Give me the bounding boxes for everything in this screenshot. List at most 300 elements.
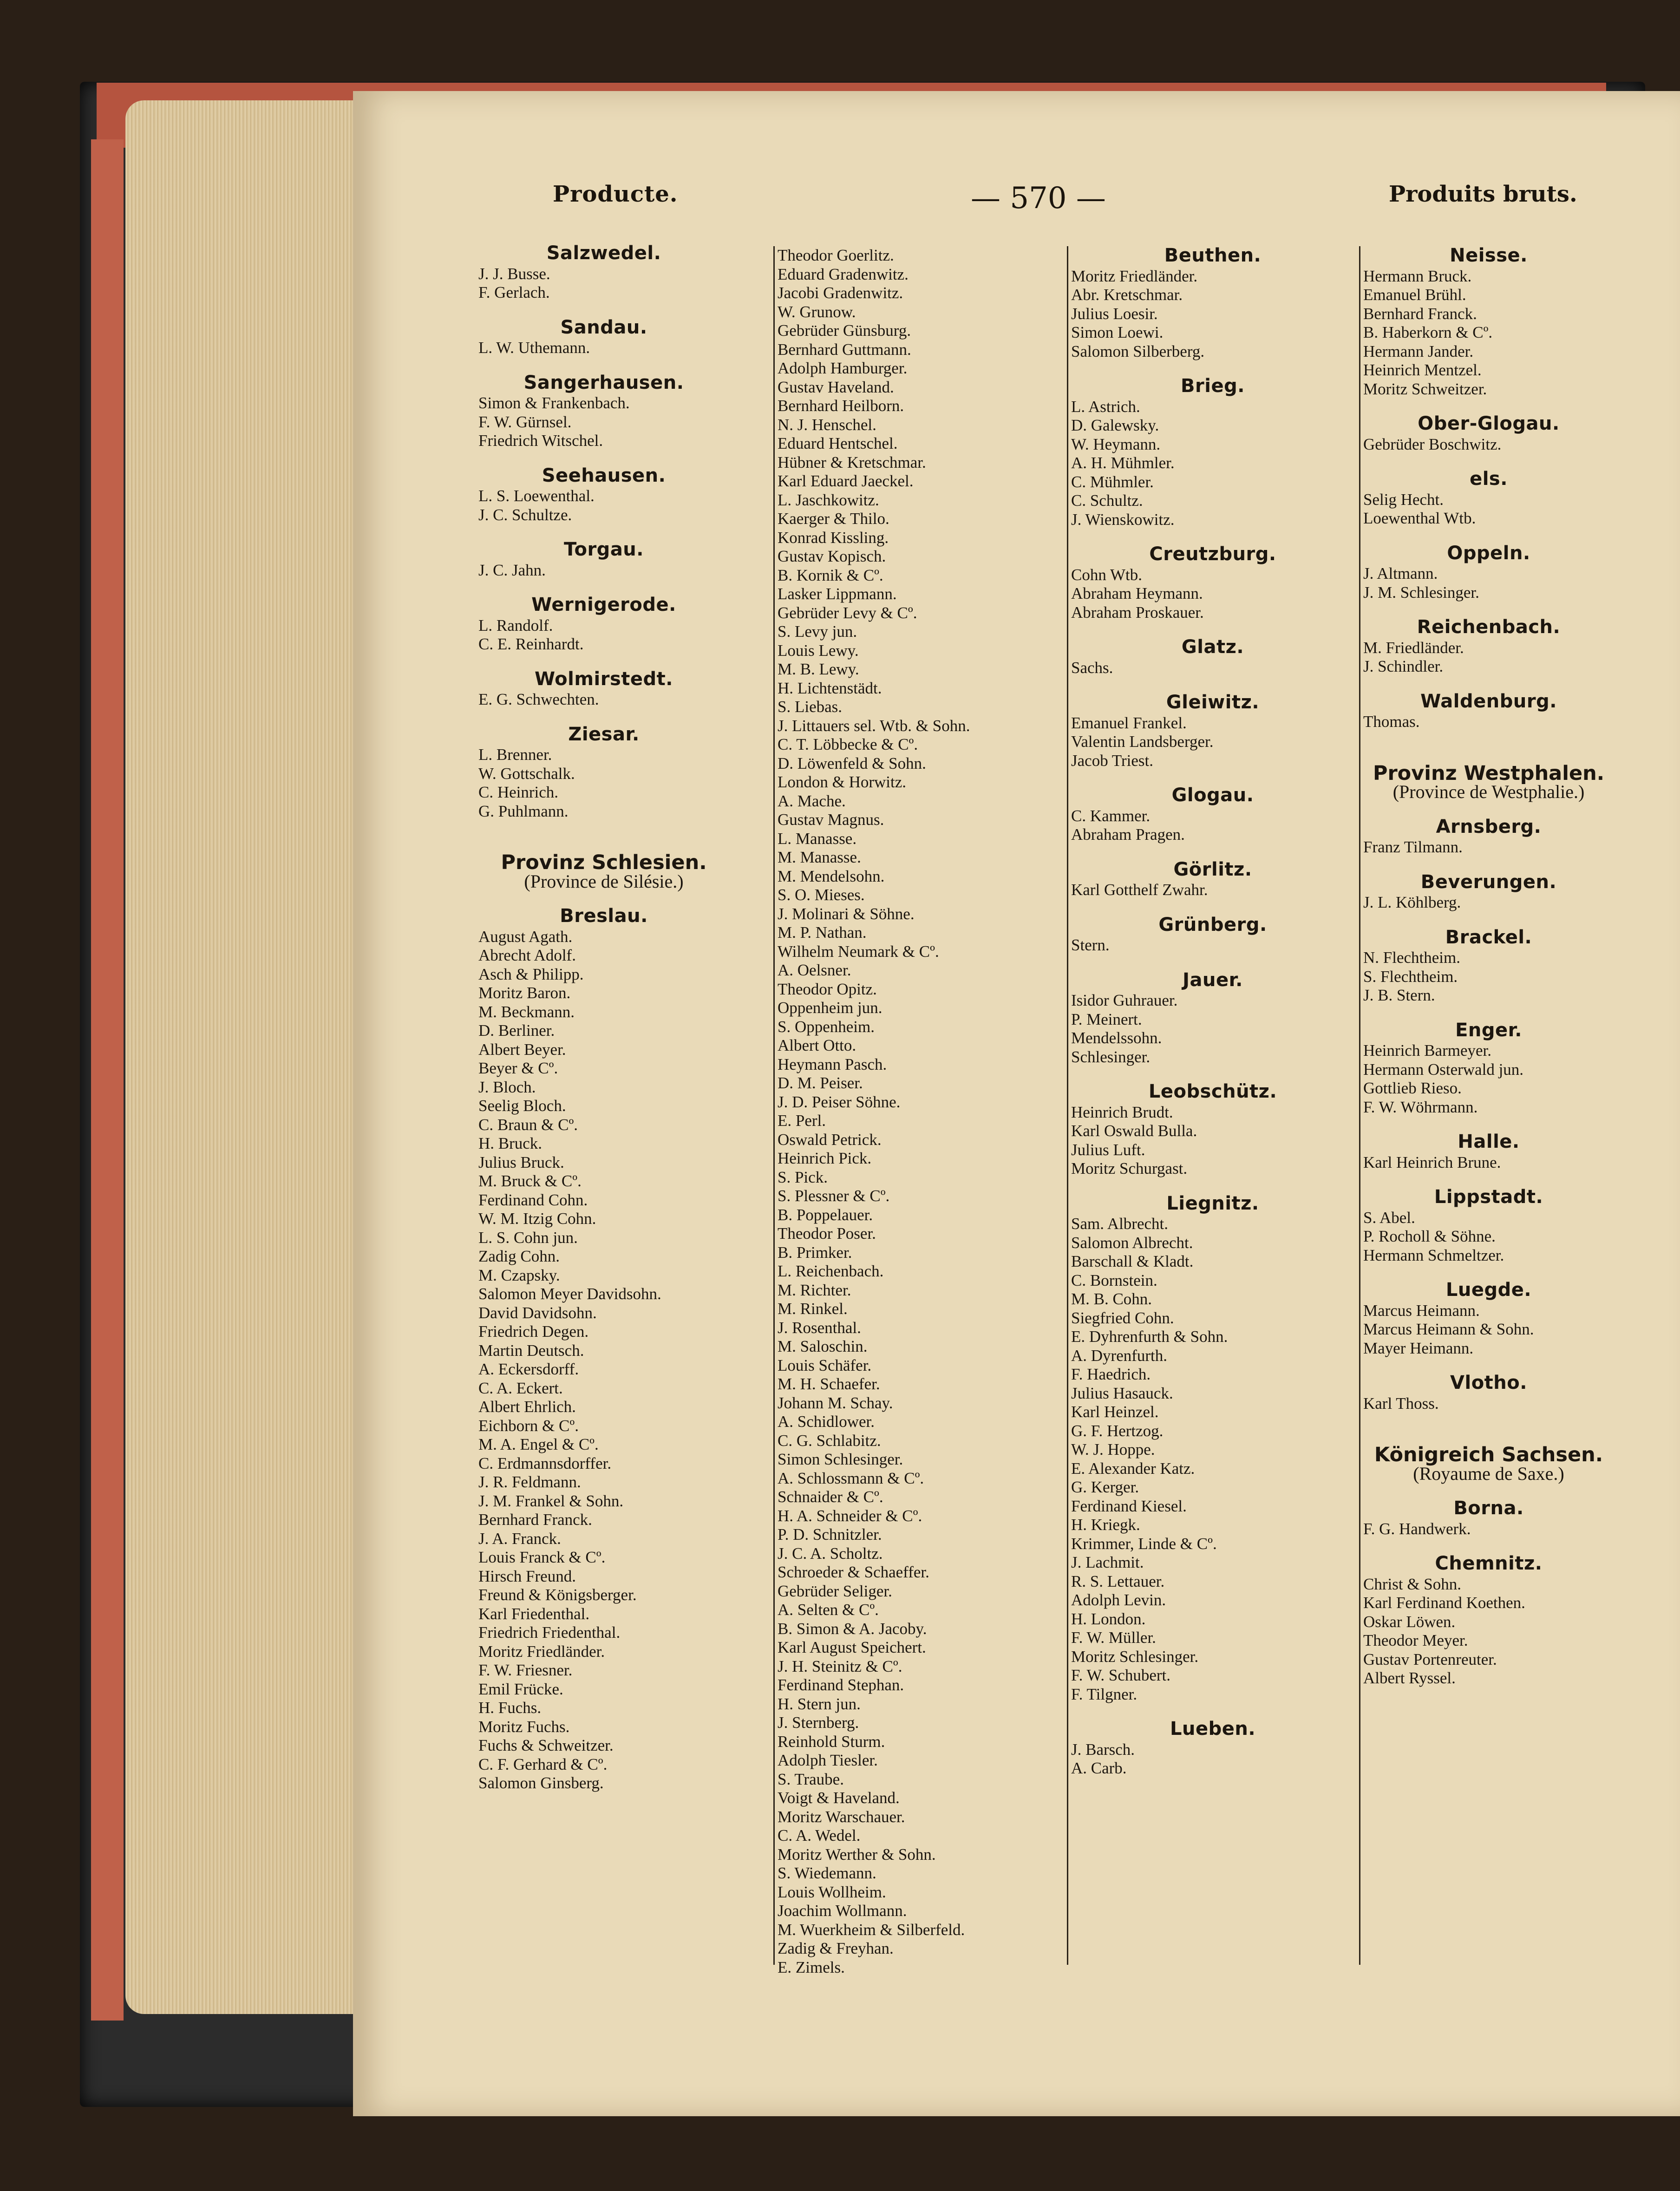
merchant-entry: J. A. Franck. <box>478 1529 561 1548</box>
merchant-entry: Oskar Löwen. <box>1363 1612 1456 1631</box>
merchant-entry: Salomon Ginsberg. <box>478 1774 604 1792</box>
merchant-entry: Heinrich Pick. <box>778 1149 872 1167</box>
city-heading: Grünberg. <box>1158 914 1267 935</box>
city-heading: Beuthen. <box>1164 245 1262 266</box>
merchant-entry: A. Dyrenfurth. <box>1071 1346 1168 1365</box>
city-heading: Borna. <box>1453 1498 1524 1519</box>
city-heading: Wernigerode. <box>531 594 676 615</box>
merchant-entry: F. W. Wöhrmann. <box>1363 1098 1478 1116</box>
merchant-entry: Theodor Poser. <box>778 1224 876 1243</box>
city-heading: Wolmirstedt. <box>534 668 673 690</box>
merchant-entry: Martin Deutsch. <box>478 1341 584 1360</box>
merchant-entry: Siegfried Cohn. <box>1071 1308 1174 1327</box>
merchant-entry: Gebrüder Seliger. <box>778 1582 892 1600</box>
merchant-entry: Hermann Osterwald jun. <box>1363 1060 1524 1079</box>
merchant-entry: J. R. Feldmann. <box>478 1473 581 1491</box>
merchant-entry: C. Bornstein. <box>1071 1271 1157 1289</box>
merchant-entry: Eduard Gradenwitz. <box>778 265 909 283</box>
merchant-entry: L. W. Uthemann. <box>478 339 590 357</box>
merchant-entry: J. L. Köhlberg. <box>1363 893 1461 911</box>
merchant-entry: Adolph Levin. <box>1071 1591 1166 1609</box>
merchant-entry: August Agath. <box>478 927 573 946</box>
merchant-entry: L. S. Loewenthal. <box>478 487 595 505</box>
merchant-entry: Salomon Albrecht. <box>1071 1233 1193 1252</box>
merchant-entry: Theodor Meyer. <box>1363 1631 1468 1649</box>
merchant-entry: M. P. Nathan. <box>778 923 867 942</box>
merchant-entry: Louis Schäfer. <box>778 1356 872 1374</box>
merchant-entry: M. Mendelsohn. <box>778 867 885 885</box>
running-header-left: Producte. <box>553 181 678 207</box>
merchant-entry: M. Wuerkheim & Silberfeld. <box>778 1920 965 1939</box>
merchant-entry: Joachim Wollmann. <box>778 1902 907 1920</box>
merchant-entry: D. Berliner. <box>478 1021 555 1040</box>
merchant-entry: Julius Luft. <box>1071 1140 1145 1159</box>
merchant-entry: Abrecht Adolf. <box>478 946 576 964</box>
merchant-entry: Jacobi Gradenwitz. <box>778 284 903 302</box>
merchant-entry: Gustav Portenreuter. <box>1363 1650 1497 1668</box>
merchant-entry: Heinrich Mentzel. <box>1363 361 1482 379</box>
merchant-entry: L. Astrich. <box>1071 397 1140 416</box>
merchant-entry: Moritz Schweitzer. <box>1363 379 1487 398</box>
merchant-entry: Julius Loesir. <box>1071 304 1158 323</box>
province-heading-french: (Province de Westphalie.) <box>1392 781 1585 802</box>
city-heading: Reichenbach. <box>1417 616 1561 638</box>
merchant-entry: S. Liebas. <box>778 698 843 716</box>
city-heading: Ober-Glogau. <box>1418 413 1560 434</box>
merchant-entry: Karl Ferdinand Koethen. <box>1363 1594 1525 1612</box>
merchant-entry: Bernhard Heilborn. <box>778 397 904 415</box>
city-heading: Gleiwitz. <box>1166 692 1260 713</box>
merchant-entry: C. Heinrich. <box>478 783 559 801</box>
merchant-entry: Gustav Magnus. <box>778 811 884 829</box>
merchant-entry: C. E. Reinhardt. <box>478 635 584 653</box>
merchant-entry: Thomas. <box>1363 713 1420 731</box>
merchant-entry: Albert Ryssel. <box>1363 1669 1456 1687</box>
merchant-entry: J. C. Schultze. <box>478 505 572 524</box>
merchant-entry: Hermann Schmeltzer. <box>1363 1246 1504 1264</box>
merchant-entry: H. Bruck. <box>478 1134 543 1152</box>
merchant-entry: Mayer Heimann. <box>1363 1339 1474 1357</box>
merchant-entry: Zadig & Freyhan. <box>778 1939 894 1957</box>
merchant-entry: Moritz Friedländer. <box>478 1642 605 1661</box>
merchant-entry: Schlesinger. <box>1071 1047 1151 1066</box>
merchant-entry: Selig Hecht. <box>1363 490 1444 509</box>
merchant-entry: L. Manasse. <box>778 829 857 848</box>
merchant-entry: E. G. Schwechten. <box>478 690 599 708</box>
city-heading: Enger. <box>1455 1019 1522 1041</box>
city-heading: Neisse. <box>1450 245 1528 266</box>
merchant-entry: P. Meinert. <box>1071 1010 1142 1028</box>
merchant-entry: S. Traube. <box>778 1770 844 1788</box>
merchant-entry: H. London. <box>1071 1609 1146 1628</box>
merchant-entry: J. Barsch. <box>1071 1740 1135 1759</box>
merchant-entry: Abraham Pragen. <box>1071 825 1185 844</box>
merchant-entry: A. Mache. <box>778 791 846 810</box>
merchant-entry: Friedrich Friedenthal. <box>478 1623 621 1642</box>
merchant-entry: C. A. Wedel. <box>778 1826 861 1844</box>
merchant-entry: Kaerger & Thilo. <box>778 510 889 528</box>
merchant-entry: M. Friedländer. <box>1363 638 1464 657</box>
merchant-entry: S. O. Mieses. <box>778 886 865 904</box>
merchant-entry: A. H. Mühmler. <box>1071 454 1175 472</box>
merchant-entry: D. Galewsky. <box>1071 416 1159 434</box>
merchant-entry: Krimmer, Linde & Cº. <box>1071 1534 1217 1553</box>
merchant-entry: Louis Lewy. <box>778 641 859 660</box>
merchant-entry: Eduard Hentschel. <box>778 434 898 452</box>
merchant-entry: Oswald Petrick. <box>778 1130 882 1149</box>
merchant-entry: Oppenheim jun. <box>778 999 882 1017</box>
merchant-entry: Loewenthal Wtb. <box>1363 509 1476 527</box>
merchant-entry: S. Flechtheim. <box>1363 967 1458 986</box>
merchant-entry: Bernhard Franck. <box>1363 304 1477 323</box>
merchant-entry: Albert Ehrlich. <box>478 1398 576 1416</box>
merchant-entry: J. Lachmit. <box>1071 1553 1144 1571</box>
merchant-entry: C. Erdmannsdorffer. <box>478 1454 612 1472</box>
merchant-entry: Konrad Kissling. <box>778 528 889 547</box>
merchant-entry: Beyer & Cº. <box>478 1059 558 1077</box>
merchant-entry: Moritz Fuchs. <box>478 1717 570 1736</box>
merchant-entry: J. H. Steinitz & Cº. <box>778 1657 902 1675</box>
city-heading: Chemnitz. <box>1435 1553 1543 1574</box>
merchant-entry: Zadig Cohn. <box>478 1247 560 1265</box>
merchant-entry: J. C. Jahn. <box>478 561 546 579</box>
merchant-entry: E. Perl. <box>778 1112 826 1130</box>
running-header-right: Produits bruts. <box>1389 181 1577 207</box>
city-heading: Brieg. <box>1181 375 1245 397</box>
merchant-entry: J. B. Stern. <box>1363 986 1435 1004</box>
merchant-entry: Franz Tilmann. <box>1363 838 1463 856</box>
merchant-entry: Emil Frücke. <box>478 1680 563 1698</box>
merchant-entry: L. Reichenbach. <box>778 1262 884 1280</box>
merchant-entry: F. W. Müller. <box>1071 1629 1156 1647</box>
merchant-entry: M. A. Engel & Cº. <box>478 1435 599 1453</box>
merchant-entry: Valentin Landsberger. <box>1071 733 1214 751</box>
city-heading: Oppeln. <box>1447 542 1530 564</box>
merchant-entry: Gebrüder Günsburg. <box>778 321 911 340</box>
merchant-entry: Stern. <box>1071 936 1110 954</box>
city-heading: Görlitz. <box>1173 858 1252 880</box>
city-heading: Jauer. <box>1183 969 1243 991</box>
merchant-entry: Freund & Königsberger. <box>478 1586 637 1604</box>
city-heading: Beverungen. <box>1420 871 1557 893</box>
column-3 <box>1067 246 1354 1965</box>
merchant-entry: B. Kornik & Cº. <box>778 566 883 584</box>
city-heading: Waldenburg. <box>1420 690 1557 712</box>
merchant-entry: Gustav Haveland. <box>778 378 894 396</box>
province-heading: Königreich Sachsen. <box>1374 1443 1603 1466</box>
province-heading-french: (Province de Silésie.) <box>524 870 684 892</box>
merchant-entry: F. Haedrich. <box>1071 1365 1151 1383</box>
merchant-entry: G. F. Hertzog. <box>1071 1421 1164 1440</box>
page-stack-edge <box>125 100 362 2014</box>
city-heading: els. <box>1470 468 1508 490</box>
merchant-entry: M. H. Schaefer. <box>778 1375 880 1393</box>
merchant-entry: M. Richter. <box>778 1281 851 1299</box>
merchant-entry: Lasker Lippmann. <box>778 585 897 603</box>
merchant-entry: Gebrüder Levy & Cº. <box>778 603 917 622</box>
merchant-entry: A. Carb. <box>1071 1759 1127 1777</box>
city-heading: Leobschütz. <box>1148 1081 1277 1102</box>
merchant-entry: C. F. Gerhard & Cº. <box>478 1755 608 1773</box>
merchant-entry: M. Manasse. <box>778 848 861 866</box>
page-number: — 570 — <box>971 181 1106 216</box>
city-heading: Torgau. <box>564 539 644 560</box>
merchant-entry: S. Abel. <box>1363 1208 1415 1227</box>
column-1 <box>478 244 729 1793</box>
merchant-entry: W. J. Hoppe. <box>1071 1440 1155 1458</box>
merchant-entry: Christ & Sohn. <box>1363 1575 1462 1593</box>
merchant-entry: C. A. Eckert. <box>478 1379 563 1397</box>
merchant-entry: A. Schlossmann & Cº. <box>778 1469 924 1487</box>
merchant-entry: Reinhold Sturm. <box>778 1732 885 1751</box>
merchant-entry: F. Tilgner. <box>1071 1685 1137 1703</box>
merchant-entry: Isidor Guhrauer. <box>1071 991 1178 1009</box>
merchant-entry: Asch & Philipp. <box>478 965 584 983</box>
merchant-entry: W. Heymann. <box>1071 435 1161 453</box>
merchant-entry: Jacob Triest. <box>1071 751 1153 770</box>
merchant-entry: H. Kriegk. <box>1071 1516 1140 1534</box>
merchant-entry: C. Mühmler. <box>1071 472 1154 491</box>
merchant-entry: Schnaider & Cº. <box>778 1488 883 1506</box>
merchant-entry: Hirsch Freund. <box>478 1567 576 1585</box>
merchant-entry: F. G. Handwerk. <box>1363 1519 1471 1538</box>
merchant-entry: Theodor Goerlitz. <box>778 246 894 264</box>
merchant-entry: Theodor Opitz. <box>778 980 877 998</box>
merchant-entry: Wilhelm Neumark & Cº. <box>778 942 939 961</box>
merchant-entry: M. B. Lewy. <box>778 660 859 678</box>
merchant-entry: F. W. Gürnsel. <box>478 412 572 431</box>
merchant-entry: Seelig Bloch. <box>478 1097 566 1115</box>
merchant-entry: Simon & Frankenbach. <box>478 394 630 412</box>
merchant-entry: London & Horwitz. <box>778 773 907 791</box>
city-heading: Halle. <box>1458 1131 1520 1152</box>
city-heading: Brackel. <box>1445 926 1532 948</box>
merchant-entry: J. D. Peiser Söhne. <box>778 1092 901 1111</box>
merchant-entry: Bernhard Franck. <box>478 1511 592 1529</box>
merchant-entry: Karl August Speichert. <box>778 1638 926 1656</box>
merchant-entry: J. M. Frankel & Sohn. <box>478 1491 624 1510</box>
merchant-entry: M. Beckmann. <box>478 1002 575 1021</box>
merchant-entry: L. Jaschkowitz. <box>778 491 879 509</box>
merchant-entry: Ferdinand Stephan. <box>778 1676 904 1694</box>
merchant-entry: Karl Heinzel. <box>1071 1403 1159 1421</box>
merchant-entry: J. Rosenthal. <box>778 1318 861 1337</box>
merchant-entry: Gottlieb Rieso. <box>1363 1079 1462 1097</box>
merchant-entry: David Davidsohn. <box>478 1303 597 1322</box>
column-4 <box>1359 246 1614 1965</box>
merchant-entry: L. S. Cohn jun. <box>478 1228 578 1247</box>
merchant-entry: B. Poppelauer. <box>778 1205 873 1224</box>
merchant-entry: J. M. Schlesinger. <box>1363 583 1479 602</box>
merchant-entry: E. Alexander Katz. <box>1071 1459 1195 1478</box>
merchant-entry: W. Grunow. <box>778 302 856 321</box>
merchant-entry: M. Saloschin. <box>778 1337 868 1355</box>
merchant-entry: J. J. Busse. <box>478 264 550 283</box>
merchant-entry: Moritz Werther & Sohn. <box>778 1845 936 1864</box>
merchant-entry: M. Czapsky. <box>478 1266 560 1284</box>
merchant-entry: J. C. A. Scholtz. <box>778 1544 883 1563</box>
merchant-entry: Ferdinand Kiesel. <box>1071 1497 1187 1515</box>
merchant-entry: C. Schultz. <box>1071 491 1143 510</box>
city-heading: Ziesar. <box>568 723 640 745</box>
merchant-entry: M. B. Cohn. <box>1071 1290 1152 1308</box>
merchant-entry: Mendelssohn. <box>1071 1029 1162 1047</box>
city-heading: Lippstadt. <box>1434 1186 1543 1208</box>
merchant-entry: C. Kammer. <box>1071 806 1151 825</box>
merchant-entry: S. Oppenheim. <box>778 1017 875 1036</box>
city-heading: Glogau. <box>1171 785 1254 806</box>
merchant-entry: J. Schindler. <box>1363 657 1444 675</box>
merchant-entry: C. T. Löbbecke & Cº. <box>778 735 918 753</box>
merchant-entry: Sam. Albrecht. <box>1071 1215 1168 1233</box>
city-heading: Liegnitz. <box>1166 1192 1259 1214</box>
merchant-entry: Heymann Pasch. <box>778 1055 887 1073</box>
merchant-entry: Louis Franck & Cº. <box>478 1548 606 1566</box>
merchant-entry: Hermann Bruck. <box>1363 267 1472 285</box>
merchant-entry: Abr. Kretschmar. <box>1071 286 1183 304</box>
merchant-entry: J. Molinari & Söhne. <box>778 904 915 923</box>
book-spine-edge <box>91 139 124 2021</box>
merchant-entry: D. Löwenfeld & Sohn. <box>778 754 926 772</box>
province-heading: Provinz Schlesien. <box>501 851 707 874</box>
merchant-entry: P. D. Schnitzler. <box>778 1525 882 1544</box>
merchant-entry: Karl Eduard Jaeckel. <box>778 472 914 490</box>
merchant-entry: Louis Wollheim. <box>778 1883 886 1901</box>
merchant-entry: M. Bruck & Cº. <box>478 1172 582 1190</box>
merchant-entry: B. Primker. <box>778 1243 852 1262</box>
merchant-entry: Heinrich Brudt. <box>1071 1103 1173 1121</box>
city-heading: Lueben. <box>1170 1718 1256 1740</box>
merchant-entry: Karl Friedenthal. <box>478 1604 590 1623</box>
merchant-entry: B. Simon & A. Jacoby. <box>778 1619 927 1638</box>
merchant-entry: S. Plessner & Cº. <box>778 1187 890 1205</box>
merchant-entry: Moritz Schurgast. <box>1071 1159 1188 1177</box>
merchant-entry: Hübner & Kretschmar. <box>778 453 926 471</box>
merchant-entry: Julius Bruck. <box>478 1153 564 1171</box>
merchant-entry: A. Eckersdorff. <box>478 1360 579 1378</box>
merchant-entry: H. Fuchs. <box>478 1699 542 1717</box>
merchant-entry: Moritz Warschauer. <box>778 1807 905 1826</box>
merchant-entry: Karl Thoss. <box>1363 1394 1439 1413</box>
merchant-entry: Voigt & Haveland. <box>778 1789 900 1807</box>
merchant-entry: G. Kerger. <box>1071 1478 1139 1496</box>
merchant-entry: B. Haberkorn & Cº. <box>1363 323 1493 341</box>
merchant-entry: Simon Loewi. <box>1071 323 1164 341</box>
merchant-entry: A. Schidlower. <box>778 1413 875 1431</box>
merchant-entry: J. Altmann. <box>1363 564 1438 582</box>
merchant-entry: W. M. Itzig Cohn. <box>478 1210 596 1228</box>
merchant-entry: G. Puhlmann. <box>478 802 569 820</box>
city-heading: Salzwedel. <box>546 242 661 264</box>
province-heading: Provinz Westphalen. <box>1373 761 1605 785</box>
merchant-entry: P. Rocholl & Söhne. <box>1363 1227 1496 1245</box>
merchant-entry: Marcus Heimann & Sohn. <box>1363 1320 1534 1338</box>
merchant-entry: E. Zimels. <box>778 1958 845 1976</box>
merchant-entry: Salomon Meyer Davidsohn. <box>478 1285 661 1303</box>
merchant-entry: Fuchs & Schweitzer. <box>478 1736 614 1754</box>
merchant-entry: F. W. Schubert. <box>1071 1666 1171 1684</box>
merchant-entry: C. Braun & Cº. <box>478 1115 578 1134</box>
merchant-entry: J. Sternberg. <box>778 1714 859 1732</box>
merchant-entry: E. Dyhrenfurth & Sohn. <box>1071 1328 1228 1346</box>
merchant-entry: Eichborn & Cº. <box>478 1416 579 1435</box>
merchant-entry: Karl Oswald Bulla. <box>1071 1122 1197 1140</box>
merchant-entry: Friedrich Degen. <box>478 1322 589 1341</box>
merchant-entry: Heinrich Barmeyer. <box>1363 1041 1492 1060</box>
merchant-entry: Julius Hasauck. <box>1071 1384 1173 1402</box>
merchant-entry: J. Littauers sel. Wtb. & Sohn. <box>778 716 970 735</box>
merchant-entry: R. S. Lettauer. <box>1071 1572 1165 1590</box>
merchant-entry: Adolph Hamburger. <box>778 359 908 377</box>
merchant-entry: N. J. Henschel. <box>778 415 876 434</box>
merchant-entry: Emanuel Brühl. <box>1363 286 1466 304</box>
city-heading: Sandau. <box>560 316 647 338</box>
merchant-entry: Albert Otto. <box>778 1036 856 1054</box>
merchant-entry: D. M. Peiser. <box>778 1074 863 1092</box>
city-heading: Breslau. <box>560 905 648 927</box>
merchant-entry: Abraham Heymann. <box>1071 584 1203 602</box>
merchant-entry: Gustav Kopisch. <box>778 547 886 565</box>
merchant-entry: Moritz Baron. <box>478 984 571 1002</box>
merchant-entry: W. Gottschalk. <box>478 764 575 783</box>
merchant-entry: Barschall & Kladt. <box>1071 1252 1194 1270</box>
merchant-entry: H. Stern jun. <box>778 1694 861 1713</box>
merchant-entry: N. Flechtheim. <box>1363 948 1460 967</box>
merchant-entry: J. Wienskowitz. <box>1071 510 1175 529</box>
merchant-entry: Karl Heinrich Brune. <box>1363 1153 1501 1171</box>
merchant-entry: Schroeder & Schaeffer. <box>778 1563 929 1581</box>
merchant-entry: H. A. Schneider & Cº. <box>778 1506 922 1525</box>
merchant-entry: J. Bloch. <box>478 1078 536 1096</box>
merchant-entry: Cohn Wtb. <box>1071 565 1142 584</box>
column-2 <box>773 246 1056 1976</box>
city-heading: Sangerhausen. <box>523 372 684 393</box>
merchant-entry: Moritz Schlesinger. <box>1071 1647 1199 1666</box>
merchant-entry: S. Pick. <box>778 1168 828 1186</box>
merchant-entry: Hermann Jander. <box>1363 342 1474 360</box>
merchant-entry: Bernhard Guttmann. <box>778 340 911 359</box>
merchant-entry: L. Randolf. <box>478 616 553 634</box>
province-heading-french: (Royaume de Saxe.) <box>1413 1463 1564 1484</box>
merchant-entry: Simon Schlesinger. <box>778 1450 903 1468</box>
city-heading: Vlotho. <box>1450 1372 1527 1393</box>
city-heading: Arnsberg. <box>1436 816 1542 837</box>
merchant-entry: S. Wiedemann. <box>778 1864 876 1882</box>
merchant-entry: Johann M. Schay. <box>778 1393 893 1412</box>
merchant-entry: H. Lichtenstädt. <box>778 679 882 697</box>
merchant-entry: F. Gerlach. <box>478 283 550 301</box>
merchant-entry: Friedrich Witschel. <box>478 432 603 450</box>
merchant-entry: Ferdinand Cohn. <box>478 1190 588 1209</box>
merchant-entry: C. G. Schlabitz. <box>778 1431 881 1450</box>
merchant-entry: Albert Beyer. <box>478 1040 566 1059</box>
merchant-entry: Gebrüder Boschwitz. <box>1363 435 1502 453</box>
merchant-entry: Marcus Heimann. <box>1363 1301 1480 1320</box>
merchant-entry: Adolph Tiesler. <box>778 1751 878 1769</box>
merchant-entry: Emanuel Frankel. <box>1071 713 1187 732</box>
merchant-entry: M. Rinkel. <box>778 1300 848 1318</box>
merchant-entry: Moritz Friedländer. <box>1071 267 1198 285</box>
merchant-entry: L. Brenner. <box>478 746 552 764</box>
merchant-entry: Salomon Silberberg. <box>1071 342 1205 360</box>
city-heading: Seehausen. <box>542 464 666 486</box>
merchant-entry: F. W. Friesner. <box>478 1661 573 1679</box>
city-heading: Creutzburg. <box>1149 543 1276 565</box>
city-heading: Luegde. <box>1445 1279 1532 1301</box>
merchant-entry: Karl Gotthelf Zwahr. <box>1071 881 1208 899</box>
merchant-entry: Sachs. <box>1071 658 1113 677</box>
merchant-entry: A. Oelsner. <box>778 961 851 979</box>
